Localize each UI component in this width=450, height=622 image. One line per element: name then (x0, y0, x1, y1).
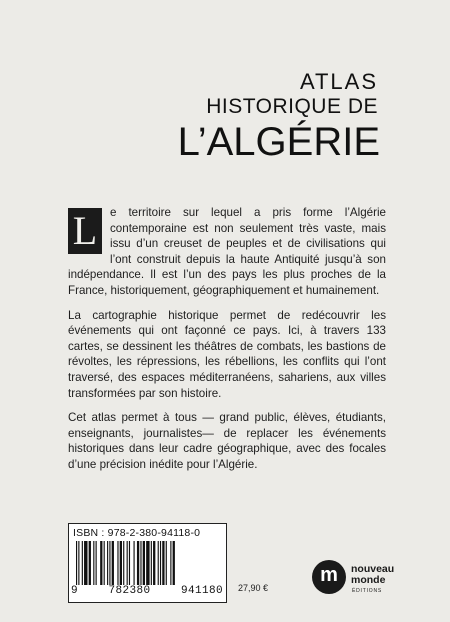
barcode-group-1: 782380 (108, 585, 151, 597)
barcode-bar (134, 541, 135, 585)
barcode-bar (129, 541, 130, 585)
isbn-barcode-box (68, 523, 227, 603)
barcode-bar (146, 541, 149, 585)
paragraph-1 (68, 205, 386, 299)
isbn-label: ISBN : 978-2-380-94118-0 (73, 527, 201, 539)
barcode-bar (127, 541, 128, 585)
publisher-editions: ÉDITIONS (352, 588, 383, 594)
barcode-bar (173, 541, 175, 585)
barcode-bar (104, 541, 105, 585)
barcode-bar (123, 541, 124, 585)
barcode-bar (100, 541, 102, 585)
barcode-bar (82, 541, 83, 585)
barcode-bar (140, 541, 141, 585)
title-line-historique: HISTORIQUE DE (206, 95, 378, 118)
barcode-bar (93, 541, 94, 585)
barcode-bar (160, 541, 161, 585)
publisher-name (351, 564, 394, 586)
barcode-digits (71, 585, 223, 597)
title-line-atlas: ATLAS (299, 69, 378, 94)
publisher-name-line-1: nouveau (351, 563, 395, 575)
barcode-bar (89, 541, 91, 585)
barcode-bar (109, 541, 110, 585)
barcode-bar (137, 541, 139, 585)
paragraph-1-text: e territoire sur lequel a pris forme l’Algérie contemporaine est non seulement très vaste, mais issu d’un creuset de peuples et de civilisations qui l’ont construit depuis la haute Antiquité jusqu’à son indépendance. Il est l’un des pays les plus proches de la France, historiquement, géographiquement et humainement. (68, 206, 386, 297)
dropcap: L (68, 208, 102, 254)
barcode-bar (120, 541, 122, 585)
paragraph-3: Cet atlas permet à tous — grand public, élèves, étudiants, enseignants, journalistes— de replacer les événements historiques dans leur cadre géographique, avec des focales d’une précision inédite pour l’Algérie. (68, 411, 386, 471)
publisher-name-line-2: monde (351, 574, 386, 586)
barcode-bar (153, 541, 155, 585)
barcode-bar (151, 541, 152, 585)
barcode-bar (170, 541, 171, 585)
barcode-bar (112, 541, 114, 585)
barcode-bar (78, 541, 79, 585)
barcode-bar (107, 541, 108, 585)
barcode-bar (96, 541, 97, 585)
barcode-bar (76, 541, 77, 585)
barcode-bar (158, 541, 159, 585)
price: 27,90 € (238, 583, 269, 593)
back-cover-text (68, 205, 386, 482)
barcode-bar (162, 541, 164, 585)
barcode-bar (117, 541, 118, 585)
publisher-mark: m (312, 560, 346, 594)
barcode-bar (84, 541, 87, 585)
book-title (178, 70, 378, 164)
paragraph-2: La cartographie historique permet de redécouvrir les événements qui ont façonné ce pays. Ici, à travers 133 cartes, se dessinent les théâtres de combats, les bastions de révoltes, les répressions, les rébellions, les conflits qui l’ont traversé, des espaces méditerranéens, sahariens, aux villes transformées par son histoire. (68, 308, 386, 400)
barcode-group-2: 941180 (180, 585, 223, 597)
barcode-first-digit: 9 (71, 585, 79, 597)
barcode-graphic (76, 541, 219, 585)
barcode-bar (143, 541, 145, 585)
publisher-logo (312, 560, 422, 600)
title-line-algerie: L’ALGÉRIE (177, 120, 380, 164)
barcode-bar (166, 541, 167, 585)
